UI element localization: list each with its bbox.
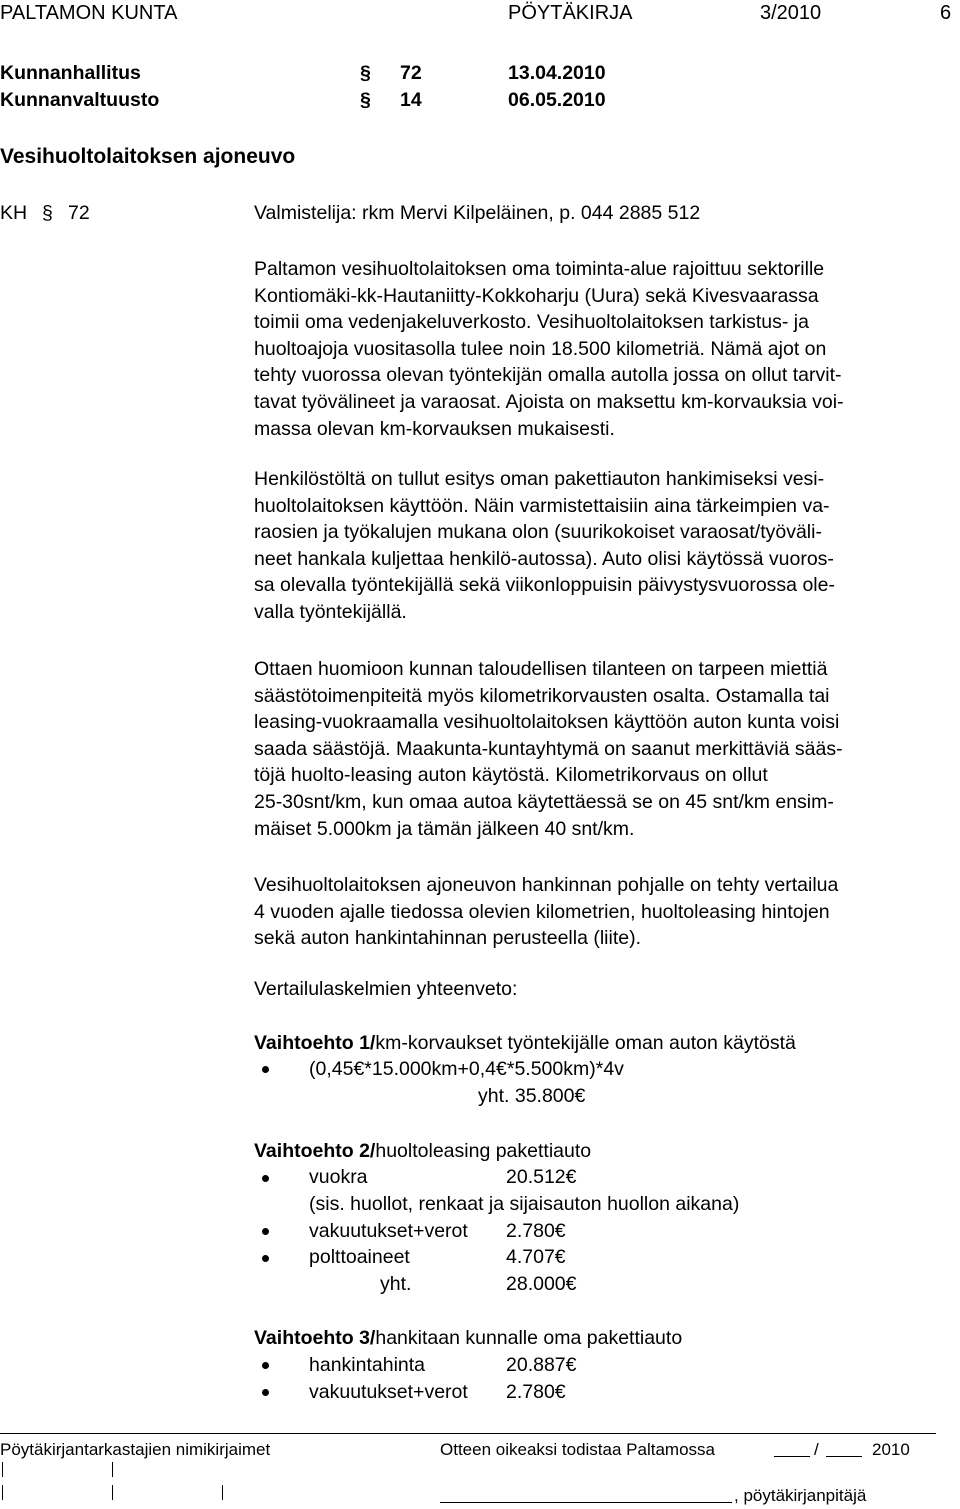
- cost-item-value: 20.887€: [506, 1354, 577, 1376]
- text-line: tavat työvälineet ja varaosat. Ajoista on maksettu km-korvauksia voi-: [254, 390, 844, 413]
- text-line: 4 vuoden ajalle tiedossa olevien kilometrien, huoltoleasing hintojen: [254, 900, 830, 923]
- cost-item-value: 4.707€: [506, 1246, 566, 1268]
- section-number: 72: [400, 62, 422, 84]
- body-name: Kunnanvaltuusto: [0, 89, 160, 111]
- text-line: saada säästöjä. Maakunta-kuntayhtymä on saanut merkittäviä sääs-: [254, 737, 843, 760]
- option-1-formula: (0,45€*15.000km+0,4€*5.500km)*4v: [309, 1058, 624, 1080]
- text-line: toimii oma vedenjakeluverkosto. Vesihuoltolaitoksen tarkistus- ja: [254, 311, 809, 334]
- header-page-number: 6: [940, 2, 952, 24]
- option-label: Vaihtoehto 1/: [254, 1032, 376, 1054]
- option-description: huoltoleasing pakettiauto: [375, 1140, 592, 1162]
- footer-divider: [0, 1433, 936, 1434]
- text-line: raosien ja työkalujen mukana olon (suurikokoiset varaosat/työväli-: [254, 521, 822, 544]
- text-line: huoltolaitoksen käyttöön. Näin varmistettaisiin aina tärkeimpien va-: [254, 494, 830, 517]
- bullet-icon: [262, 1228, 269, 1235]
- option-1-total: yht. 35.800€: [478, 1085, 586, 1107]
- text-line: säästötoimenpiteitä myös kilometrikorvausten osalta. Ostamalla tai: [254, 684, 830, 707]
- cost-item-value: 2.780€: [506, 1220, 566, 1242]
- text-line: 25-30snt/km, kun omaa autoa käytettäessä se on 45 snt/km ensim-: [254, 790, 834, 813]
- section-sign: §: [360, 89, 371, 111]
- option-1-heading: [254, 1032, 796, 1055]
- bullet-icon: [262, 1362, 269, 1369]
- bullet-icon: [262, 1255, 269, 1262]
- kh-label: KH: [0, 202, 28, 224]
- text-line: Vesihuoltolaitoksen ajoneuvon hankinnan pohjalle on tehty vertailua: [254, 874, 839, 896]
- meeting-date: 13.04.2010: [508, 62, 606, 84]
- cost-item-label: vuokra: [309, 1166, 368, 1188]
- signature-line: [440, 1502, 732, 1503]
- option-2-total-value: 28.000€: [506, 1273, 577, 1295]
- bullet-icon: [262, 1066, 269, 1073]
- option-2-heading: [254, 1140, 591, 1163]
- cost-item-label: hankintahinta: [309, 1354, 426, 1376]
- document-title: Vesihuoltolaitoksen ajoneuvo: [0, 145, 296, 168]
- section-sign: §: [360, 62, 371, 84]
- bullet-icon: [262, 1175, 269, 1182]
- initials-box-divider: [2, 1462, 3, 1477]
- text-line: sa olevalla työntekijällä sekä viikonloppuisin päivystysvuorossa ole-: [254, 574, 835, 597]
- paragraph-2: [254, 466, 835, 626]
- section-number: 14: [400, 89, 422, 111]
- header-municipality: PALTAMON KUNTA: [0, 2, 178, 24]
- initials-box-divider: [112, 1462, 113, 1477]
- paragraph-4: [254, 872, 838, 952]
- bullet-icon: [262, 1389, 269, 1396]
- paragraph-3: [254, 656, 843, 842]
- header-doc-type: PÖYTÄKIRJA: [508, 2, 633, 24]
- kh-number: 72: [68, 202, 90, 224]
- text-line: massa olevan km-korvauksen mukaisesti.: [254, 417, 615, 440]
- meeting-date: 06.05.2010: [508, 89, 606, 111]
- cost-item-note: (sis. huollot, renkaat ja sijaisauton huollon aikana): [309, 1193, 740, 1215]
- option-2-total-label: yht.: [380, 1273, 412, 1295]
- cost-item-label: vakuutukset+verot: [309, 1220, 468, 1242]
- text-line: Henkilöstöltä on tullut esitys oman pakettiauton hankimiseksi vesi-: [254, 468, 825, 490]
- text-line: sekä auton hankintahinnan perusteella (liite).: [254, 927, 642, 950]
- date-separator: /: [814, 1440, 819, 1459]
- text-line: valla työntekijällä.: [254, 600, 407, 623]
- text-line: Kontiomäki-kk-Hautaniitty-Kokkoharju (Uura) sekä Kivesvaarassa: [254, 284, 819, 307]
- option-3-heading: [254, 1327, 682, 1350]
- text-line: huoltoajoja vuositasolla tulee noin 18.500 kilometriä. Nämä ajot on: [254, 337, 827, 360]
- certification-text: Otteen oikeaksi todistaa Paltamossa: [440, 1440, 715, 1459]
- initials-box-divider: [2, 1485, 3, 1500]
- cost-item-label: vakuutukset+verot: [309, 1381, 468, 1403]
- option-description: km-korvaukset työntekijälle oman auton käytöstä: [375, 1032, 796, 1054]
- initials-box-divider: [222, 1485, 223, 1500]
- option-label: Vaihtoehto 2/: [254, 1140, 376, 1162]
- text-line: tehty vuorossa olevan työntekijän omalla autolla jossa on ollut tarvit-: [254, 364, 842, 387]
- text-line: Paltamon vesihuoltolaitoksen oma toiminta-alue rajoittuu sektorille: [254, 258, 825, 280]
- footer-certification-label: [440, 1440, 715, 1460]
- cost-item-label: polttoaineet: [309, 1246, 410, 1268]
- footer-year: 2010: [872, 1440, 910, 1459]
- preparer-line: Valmistelija: rkm Mervi Kilpeläinen, p. 044 2885 512: [254, 202, 701, 224]
- header-doc-number: 3/2010: [760, 2, 822, 24]
- kh-section-sign: §: [42, 202, 53, 224]
- summary-heading: Vertailulaskelmien yhteenveto:: [254, 978, 518, 1000]
- signer-title: , pöytäkirjanpitäjä: [734, 1486, 867, 1505]
- footer-reviewers-label: Pöytäkirjantarkastajien nimikirjaimet: [0, 1440, 271, 1459]
- cost-item-value: 2.780€: [506, 1381, 566, 1403]
- text-line: Ottaen huomioon kunnan taloudellisen tilanteen on tarpeen miettiä: [254, 658, 828, 680]
- date-blank-day: [774, 1456, 810, 1457]
- text-line: leasing-vuokraamalla vesihuoltolaitoksen käyttöön auton kunta voisi: [254, 711, 840, 734]
- option-label: Vaihtoehto 3/: [254, 1327, 376, 1349]
- cost-item-value: 20.512€: [506, 1166, 577, 1188]
- text-line: neet hankala kuljettaa henkilö-autossa). Auto olisi käytössä vuoros-: [254, 547, 834, 570]
- option-description: hankitaan kunnalle oma pakettiauto: [375, 1327, 683, 1349]
- body-name: Kunnanhallitus: [0, 62, 141, 84]
- paragraph-1: [254, 256, 844, 442]
- initials-box-divider: [112, 1485, 113, 1500]
- date-blank-month: [826, 1456, 862, 1457]
- text-line: mäiset 5.000km ja tämän jälkeen 40 snt/km.: [254, 817, 635, 840]
- text-line: töjä huolto-leasing auton käytöstä. Kilometrikorvaus on ollut: [254, 764, 768, 787]
